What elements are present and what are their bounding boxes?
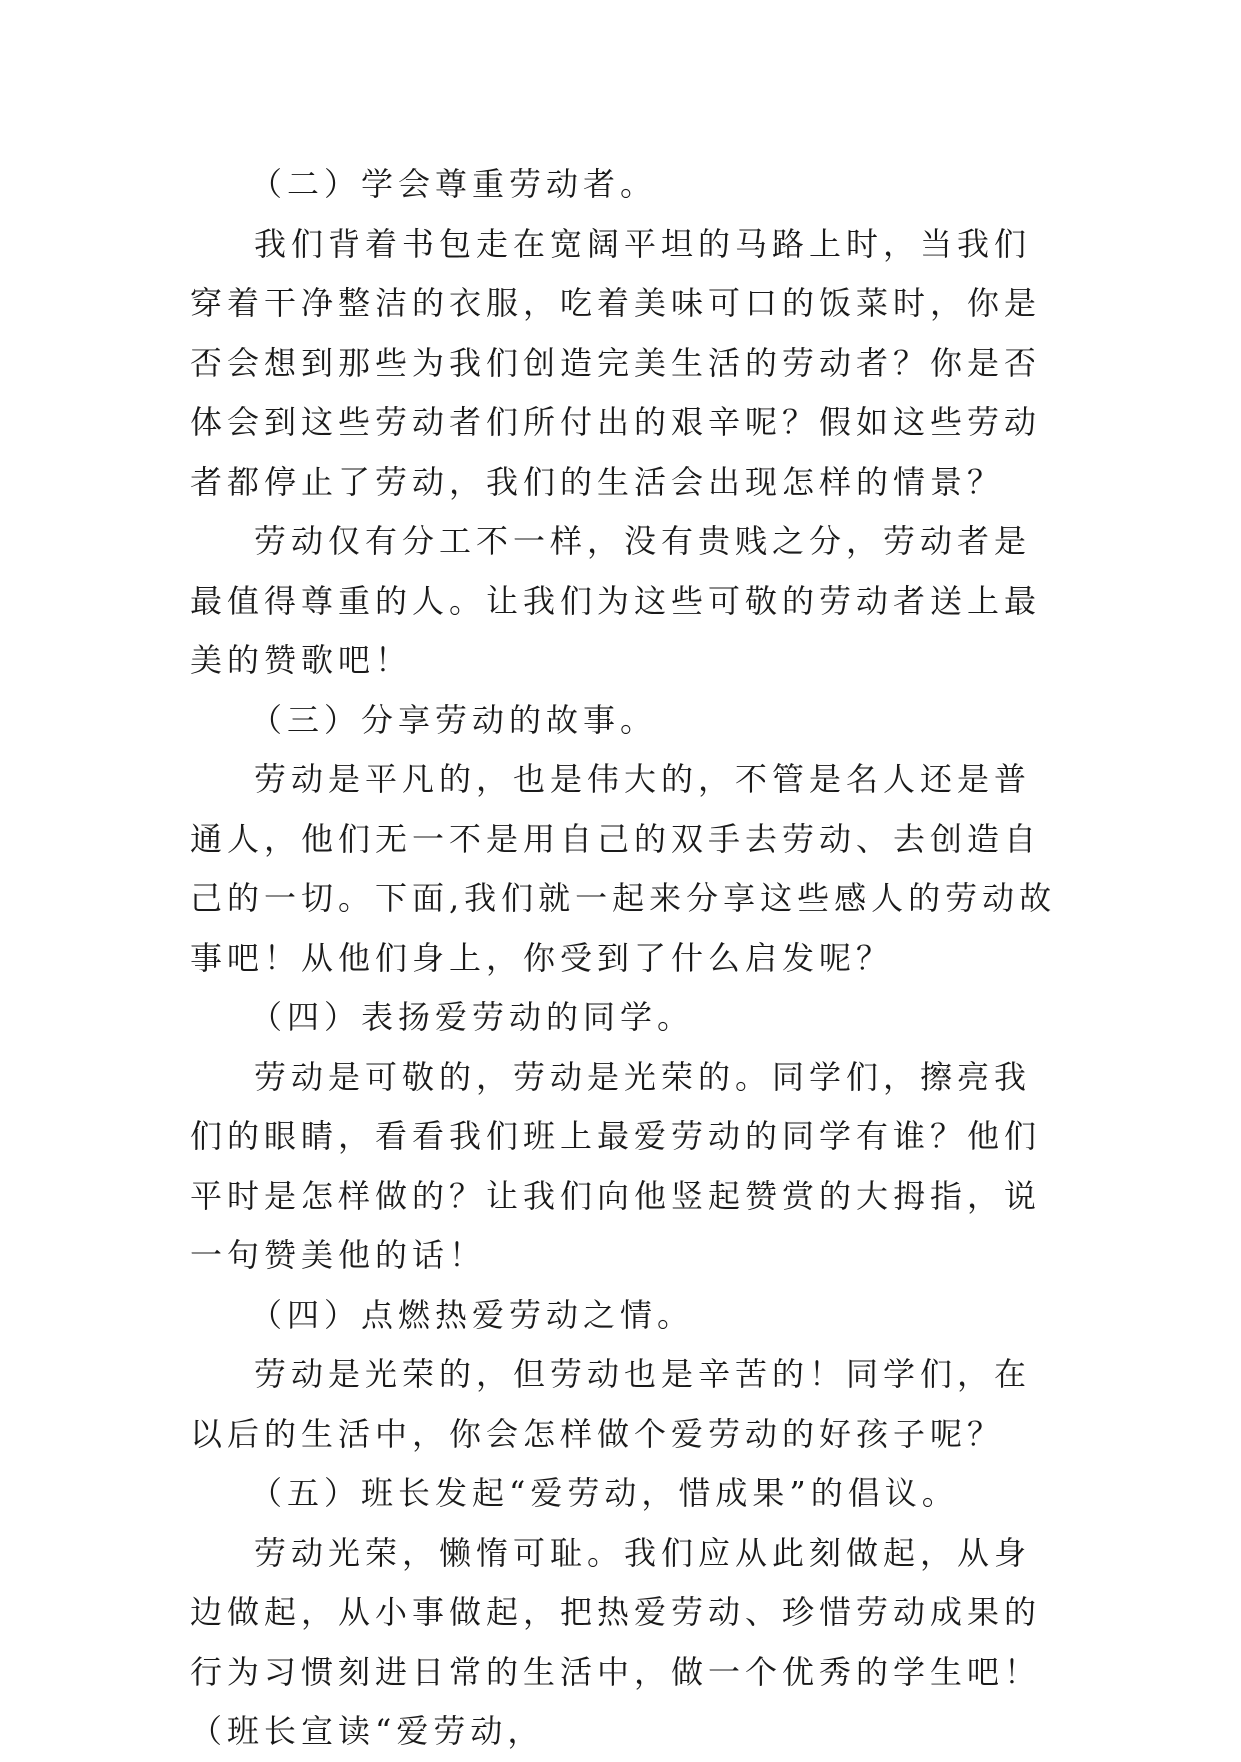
section-heading: （四）点燃热爱劳动之情。	[250, 1295, 695, 1334]
section-heading: （五）班长发起“爱劳动，惜成果”的倡议。	[250, 1474, 959, 1512]
document-body	[190, 155, 1060, 1762]
section-heading: （二）学会尊重劳动者。	[250, 165, 658, 203]
body-paragraph: 劳动光荣，懒惰可耻。我们应从此刻做起，从身边做起，从小事做起，把热爱劳动、珍惜劳动成果的行为习惯刻进日常的生活中，做一个优秀的学生吧！（班长宣读“爱劳动，	[190, 1533, 1042, 1750]
body-paragraph: 劳动是光荣的，但劳动也是辛苦的！同学们，在以后的生活中，你会怎样做个爱劳动的好孩子呢？	[190, 1355, 1032, 1453]
section-heading: （四）表扬爱劳动的同学。	[250, 998, 695, 1036]
section-heading: （三）分享劳动的故事。	[250, 700, 658, 739]
body-paragraph: 劳动是平凡的，也是伟大的，不管是名人还是普通人，他们无一不是用自己的双手去劳动、去创造自己的一切。下面,我们就一起来分享这些感人的劳动故事吧！从他们身上，你受到了什么启发呢？	[190, 760, 1057, 977]
body-paragraph: 劳动是可敬的，劳动是光荣的。同学们，擦亮我们的眼睛，看看我们班上最爱劳动的同学有谁？他们平时是怎样做的？让我们向他竖起赞赏的大拇指，说一句赞美他的话！	[190, 1057, 1042, 1274]
body-paragraph: 劳动仅有分工不一样，没有贵贱之分，劳动者是最值得尊重的人。让我们为这些可敬的劳动者送上最美的赞歌吧！	[190, 522, 1042, 679]
body-paragraph: 我们背着书包走在宽阔平坦的马路上时，当我们穿着干净整洁的衣服，吃着美味可口的饭菜时，你是否会想到那些为我们创造完美生活的劳动者？你是否体会到这些劳动者们所付出的艰辛呢？假如这些劳动者都停止了劳动，我们的生活会出现怎样的情景？	[190, 224, 1042, 501]
